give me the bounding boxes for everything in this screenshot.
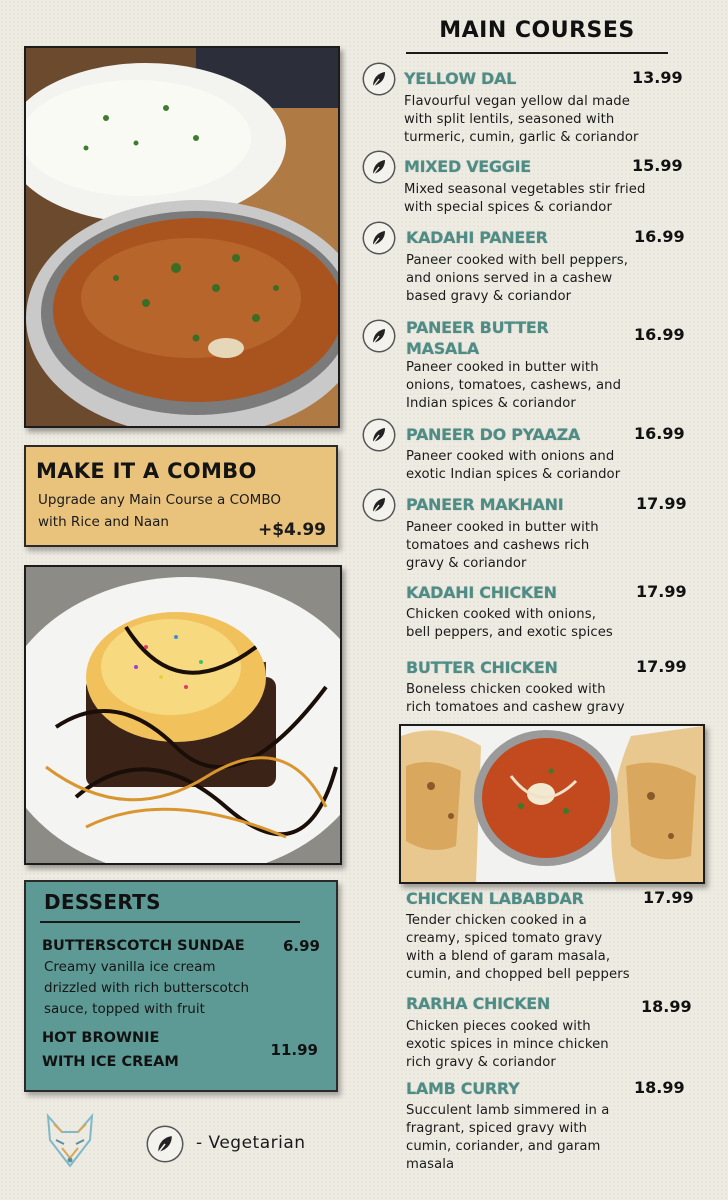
item-price: 17.99 xyxy=(636,582,687,601)
desserts-title: DESSERTS xyxy=(44,890,161,914)
desc-line: Paneer cooked with bell peppers, xyxy=(406,253,629,268)
desc-line: Flavourful vegan yellow dal made xyxy=(404,94,630,109)
leaf-icon xyxy=(364,152,394,182)
menu-item xyxy=(364,1075,694,1175)
butter-chicken-naan-photo xyxy=(399,724,705,884)
item-name: KADAHI CHICKEN xyxy=(406,583,557,602)
dessert-desc-line: drizzled with rich butterscotch xyxy=(44,980,250,996)
desc-line: Indian spices & coriandor xyxy=(406,396,576,411)
leaf-icon xyxy=(148,1127,182,1161)
item-name: KADAHI PANEER xyxy=(406,228,548,247)
desc-line: Paneer cooked with onions and xyxy=(406,449,615,464)
item-description xyxy=(406,681,625,717)
item-name: LAMB CURRY xyxy=(406,1079,520,1098)
desc-line: onions, tomatoes, cashews, and xyxy=(406,378,622,393)
combo-title: MAKE IT A COMBO xyxy=(36,459,257,483)
fox-logo xyxy=(42,1112,98,1170)
legend-vegetarian-label: - Vegetarian xyxy=(196,1133,306,1153)
brownie-sundae-photo xyxy=(24,565,342,865)
divider xyxy=(40,921,300,923)
item-price: 15.99 xyxy=(632,156,683,175)
menu-item xyxy=(364,990,694,1074)
desc-line: fragrant, spiced gravy with xyxy=(406,1121,588,1136)
desc-line: Paneer cooked in butter with xyxy=(406,520,599,535)
item-price: 18.99 xyxy=(641,997,692,1016)
menu-item xyxy=(364,490,694,574)
desc-line: bell peppers, and exotic spices xyxy=(406,625,613,640)
item-name-line: PANEER BUTTER xyxy=(406,318,549,337)
desc-line: with a blend of garam masala, xyxy=(406,949,611,964)
desc-line: Boneless chicken cooked with xyxy=(406,682,606,697)
dessert-desc-line: Creamy vanilla ice cream xyxy=(44,959,216,975)
desc-line: creamy, spiced tomato gravy xyxy=(406,931,603,946)
item-description xyxy=(406,912,630,984)
item-price: 16.99 xyxy=(634,227,685,246)
curry-rice-photo xyxy=(24,46,340,428)
dessert-name xyxy=(42,1026,179,1074)
desc-line: Mixed seasonal vegetables stir fried xyxy=(404,182,646,197)
item-name: YELLOW DAL xyxy=(404,69,517,88)
desc-line: with special spices & coriandor xyxy=(404,200,612,215)
combo-price: +$4.99 xyxy=(257,520,326,540)
item-price: 16.99 xyxy=(634,424,685,443)
item-price: 16.99 xyxy=(634,325,685,344)
dessert-desc-line: sauce, topped with fruit xyxy=(44,1001,205,1017)
item-price: 17.99 xyxy=(636,494,687,513)
dessert-description xyxy=(44,957,249,1020)
desc-line: masala xyxy=(406,1157,455,1172)
item-name: PANEER MAKHANI xyxy=(406,495,564,514)
menu-item xyxy=(364,653,694,719)
menu-item xyxy=(364,420,694,486)
item-name: BUTTER CHICKEN xyxy=(406,658,558,677)
menu-item xyxy=(364,223,694,309)
item-description xyxy=(406,519,599,573)
combo-line: Upgrade any Main Course a COMBO xyxy=(38,492,281,508)
desc-line: exotic Indian spices & coriandor xyxy=(406,467,621,482)
desc-line: turmeric, cumin, garlic & coriandor xyxy=(404,130,639,145)
item-description xyxy=(406,252,628,306)
desserts-box xyxy=(24,880,338,1092)
menu-item xyxy=(364,64,694,148)
item-price: 18.99 xyxy=(634,1078,685,1097)
leaf-icon xyxy=(364,64,394,94)
item-description xyxy=(406,359,621,413)
desc-line: gravy & coriandor xyxy=(406,556,527,571)
item-name-line: MASALA xyxy=(406,339,479,358)
dessert-name-line: HOT BROWNIE xyxy=(42,1030,160,1046)
item-description xyxy=(406,1102,609,1174)
desc-line: Paneer cooked in butter with xyxy=(406,360,599,375)
leaf-icon xyxy=(364,321,394,351)
desc-line: Succulent lamb simmered in a xyxy=(406,1103,610,1118)
item-description xyxy=(406,1018,609,1072)
desc-line: tomatoes and cashews rich xyxy=(406,538,590,553)
desc-line: with split lentils, seasoned with xyxy=(404,112,615,127)
dessert-name-line: WITH ICE CREAM xyxy=(42,1054,179,1070)
desc-line: rich gravy & coriandor xyxy=(406,1055,556,1070)
desc-line: exotic spices in mince chicken xyxy=(406,1037,609,1052)
dessert-price: 6.99 xyxy=(282,937,320,955)
item-name xyxy=(406,317,549,359)
leaf-icon xyxy=(364,490,394,520)
item-description xyxy=(406,606,613,642)
item-description xyxy=(406,448,620,484)
combo-line: with Rice and Naan xyxy=(38,514,169,530)
leaf-icon xyxy=(364,223,394,253)
desc-line: and onions served in a cashew xyxy=(406,271,613,286)
item-price: 13.99 xyxy=(632,68,683,87)
item-name: CHICKEN LABABDAR xyxy=(406,889,584,908)
item-name: MIXED VEGGIE xyxy=(404,157,531,176)
desc-line: rich tomatoes and cashew gravy xyxy=(406,700,625,715)
item-name: RARHA CHICKEN xyxy=(406,994,551,1013)
item-name: PANEER DO PYAAZA xyxy=(406,425,580,444)
divider xyxy=(406,52,668,54)
dessert-name: BUTTERSCOTCH SUNDAE xyxy=(42,938,245,954)
item-price: 17.99 xyxy=(643,888,694,907)
desc-line: cumin, and chopped bell peppers xyxy=(406,967,630,982)
combo-box xyxy=(24,445,338,547)
desc-line: Chicken pieces cooked with xyxy=(406,1019,591,1034)
menu-item xyxy=(364,578,694,644)
desc-line: Chicken cooked with onions, xyxy=(406,607,596,622)
desc-line: based gravy & coriandor xyxy=(406,289,572,304)
dessert-price: 11.99 xyxy=(270,1041,318,1059)
item-description xyxy=(404,181,645,217)
item-description xyxy=(404,93,639,147)
desc-line: Tender chicken cooked in a xyxy=(406,913,587,928)
menu-item xyxy=(364,884,694,984)
leaf-icon xyxy=(364,420,394,450)
item-price: 17.99 xyxy=(636,657,687,676)
main-courses-title: MAIN COURSES xyxy=(439,18,635,43)
desc-line: cumin, coriander, and garam xyxy=(406,1139,601,1154)
menu-item xyxy=(364,152,694,218)
menu-item xyxy=(364,316,694,416)
